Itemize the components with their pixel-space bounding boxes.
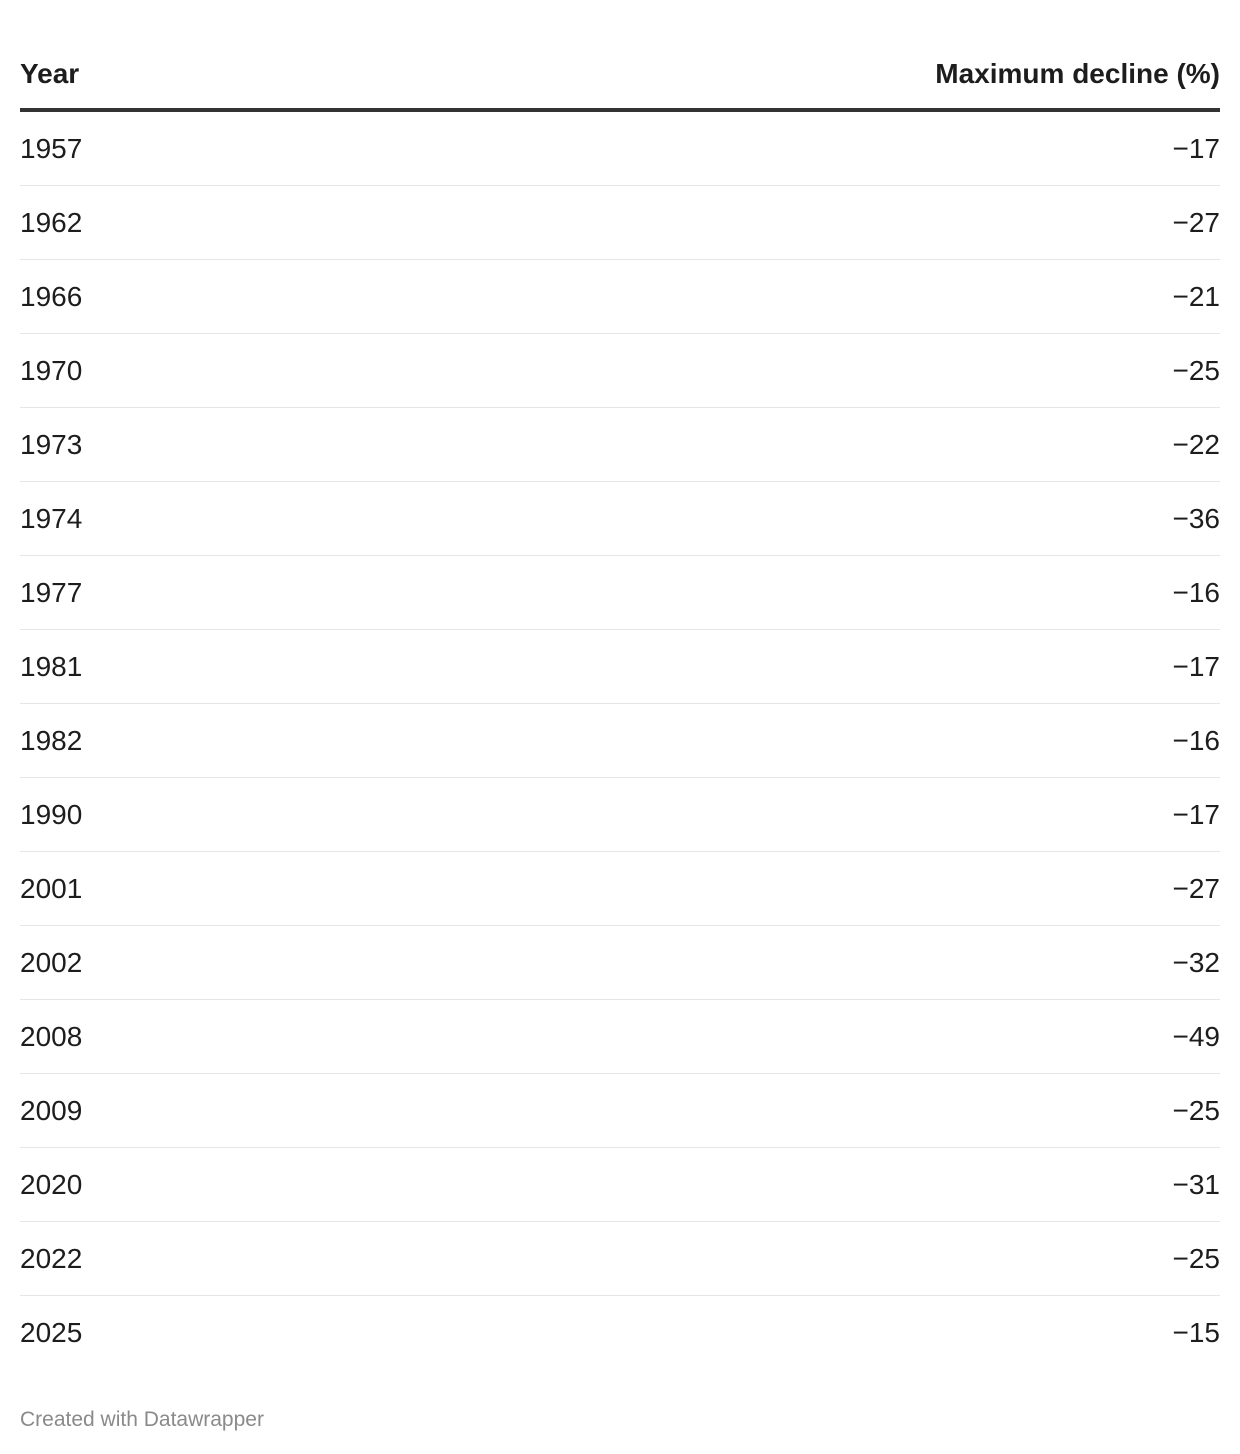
data-table-container [20,40,1220,1369]
cell-year: 2008 [20,1000,620,1074]
cell-maximum-decline: −16 [620,704,1220,778]
table-header-row [20,40,1220,110]
table-row [20,926,1220,1000]
cell-year: 1990 [20,778,620,852]
cell-maximum-decline: −25 [620,1222,1220,1296]
column-header-year: Year [20,40,620,110]
cell-maximum-decline: −17 [620,630,1220,704]
cell-maximum-decline: −17 [620,778,1220,852]
table-row [20,1074,1220,1148]
cell-year: 2001 [20,852,620,926]
table-row [20,482,1220,556]
data-table [20,40,1220,1369]
datawrapper-credit: Created with Datawrapper [20,1408,264,1431]
cell-year: 1966 [20,260,620,334]
cell-year: 1962 [20,186,620,260]
table-row [20,778,1220,852]
cell-year: 1982 [20,704,620,778]
table-row [20,110,1220,186]
table-row [20,1000,1220,1074]
cell-year: 1970 [20,334,620,408]
cell-year: 1981 [20,630,620,704]
cell-year: 1974 [20,482,620,556]
table-row [20,260,1220,334]
table-row [20,1222,1220,1296]
cell-maximum-decline: −22 [620,408,1220,482]
cell-maximum-decline: −49 [620,1000,1220,1074]
cell-maximum-decline: −17 [620,110,1220,186]
cell-maximum-decline: −27 [620,852,1220,926]
cell-year: 2009 [20,1074,620,1148]
cell-year: 2002 [20,926,620,1000]
cell-year: 2020 [20,1148,620,1222]
cell-year: 1977 [20,556,620,630]
cell-maximum-decline: −25 [620,1074,1220,1148]
cell-maximum-decline: −27 [620,186,1220,260]
table-row [20,1148,1220,1222]
cell-maximum-decline: −21 [620,260,1220,334]
table-row [20,334,1220,408]
cell-year: 1957 [20,110,620,186]
table-row [20,556,1220,630]
cell-year: 1973 [20,408,620,482]
table-row [20,408,1220,482]
cell-maximum-decline: −25 [620,334,1220,408]
table-row [20,852,1220,926]
table-row [20,704,1220,778]
cell-maximum-decline: −36 [620,482,1220,556]
table-body [20,110,1220,1369]
cell-maximum-decline: −15 [1172,1316,1220,1348]
cell-maximum-decline: −32 [620,926,1220,1000]
cell-year: 2025 [20,1316,83,1348]
table-row [20,630,1220,704]
cell-year: 2022 [20,1222,620,1296]
cell-maximum-decline: −16 [620,556,1220,630]
column-header-maximum-decline: Maximum decline (%) [620,40,1220,110]
table-row [20,1296,1220,1370]
table-row [20,186,1220,260]
cell-maximum-decline: −31 [620,1148,1220,1222]
